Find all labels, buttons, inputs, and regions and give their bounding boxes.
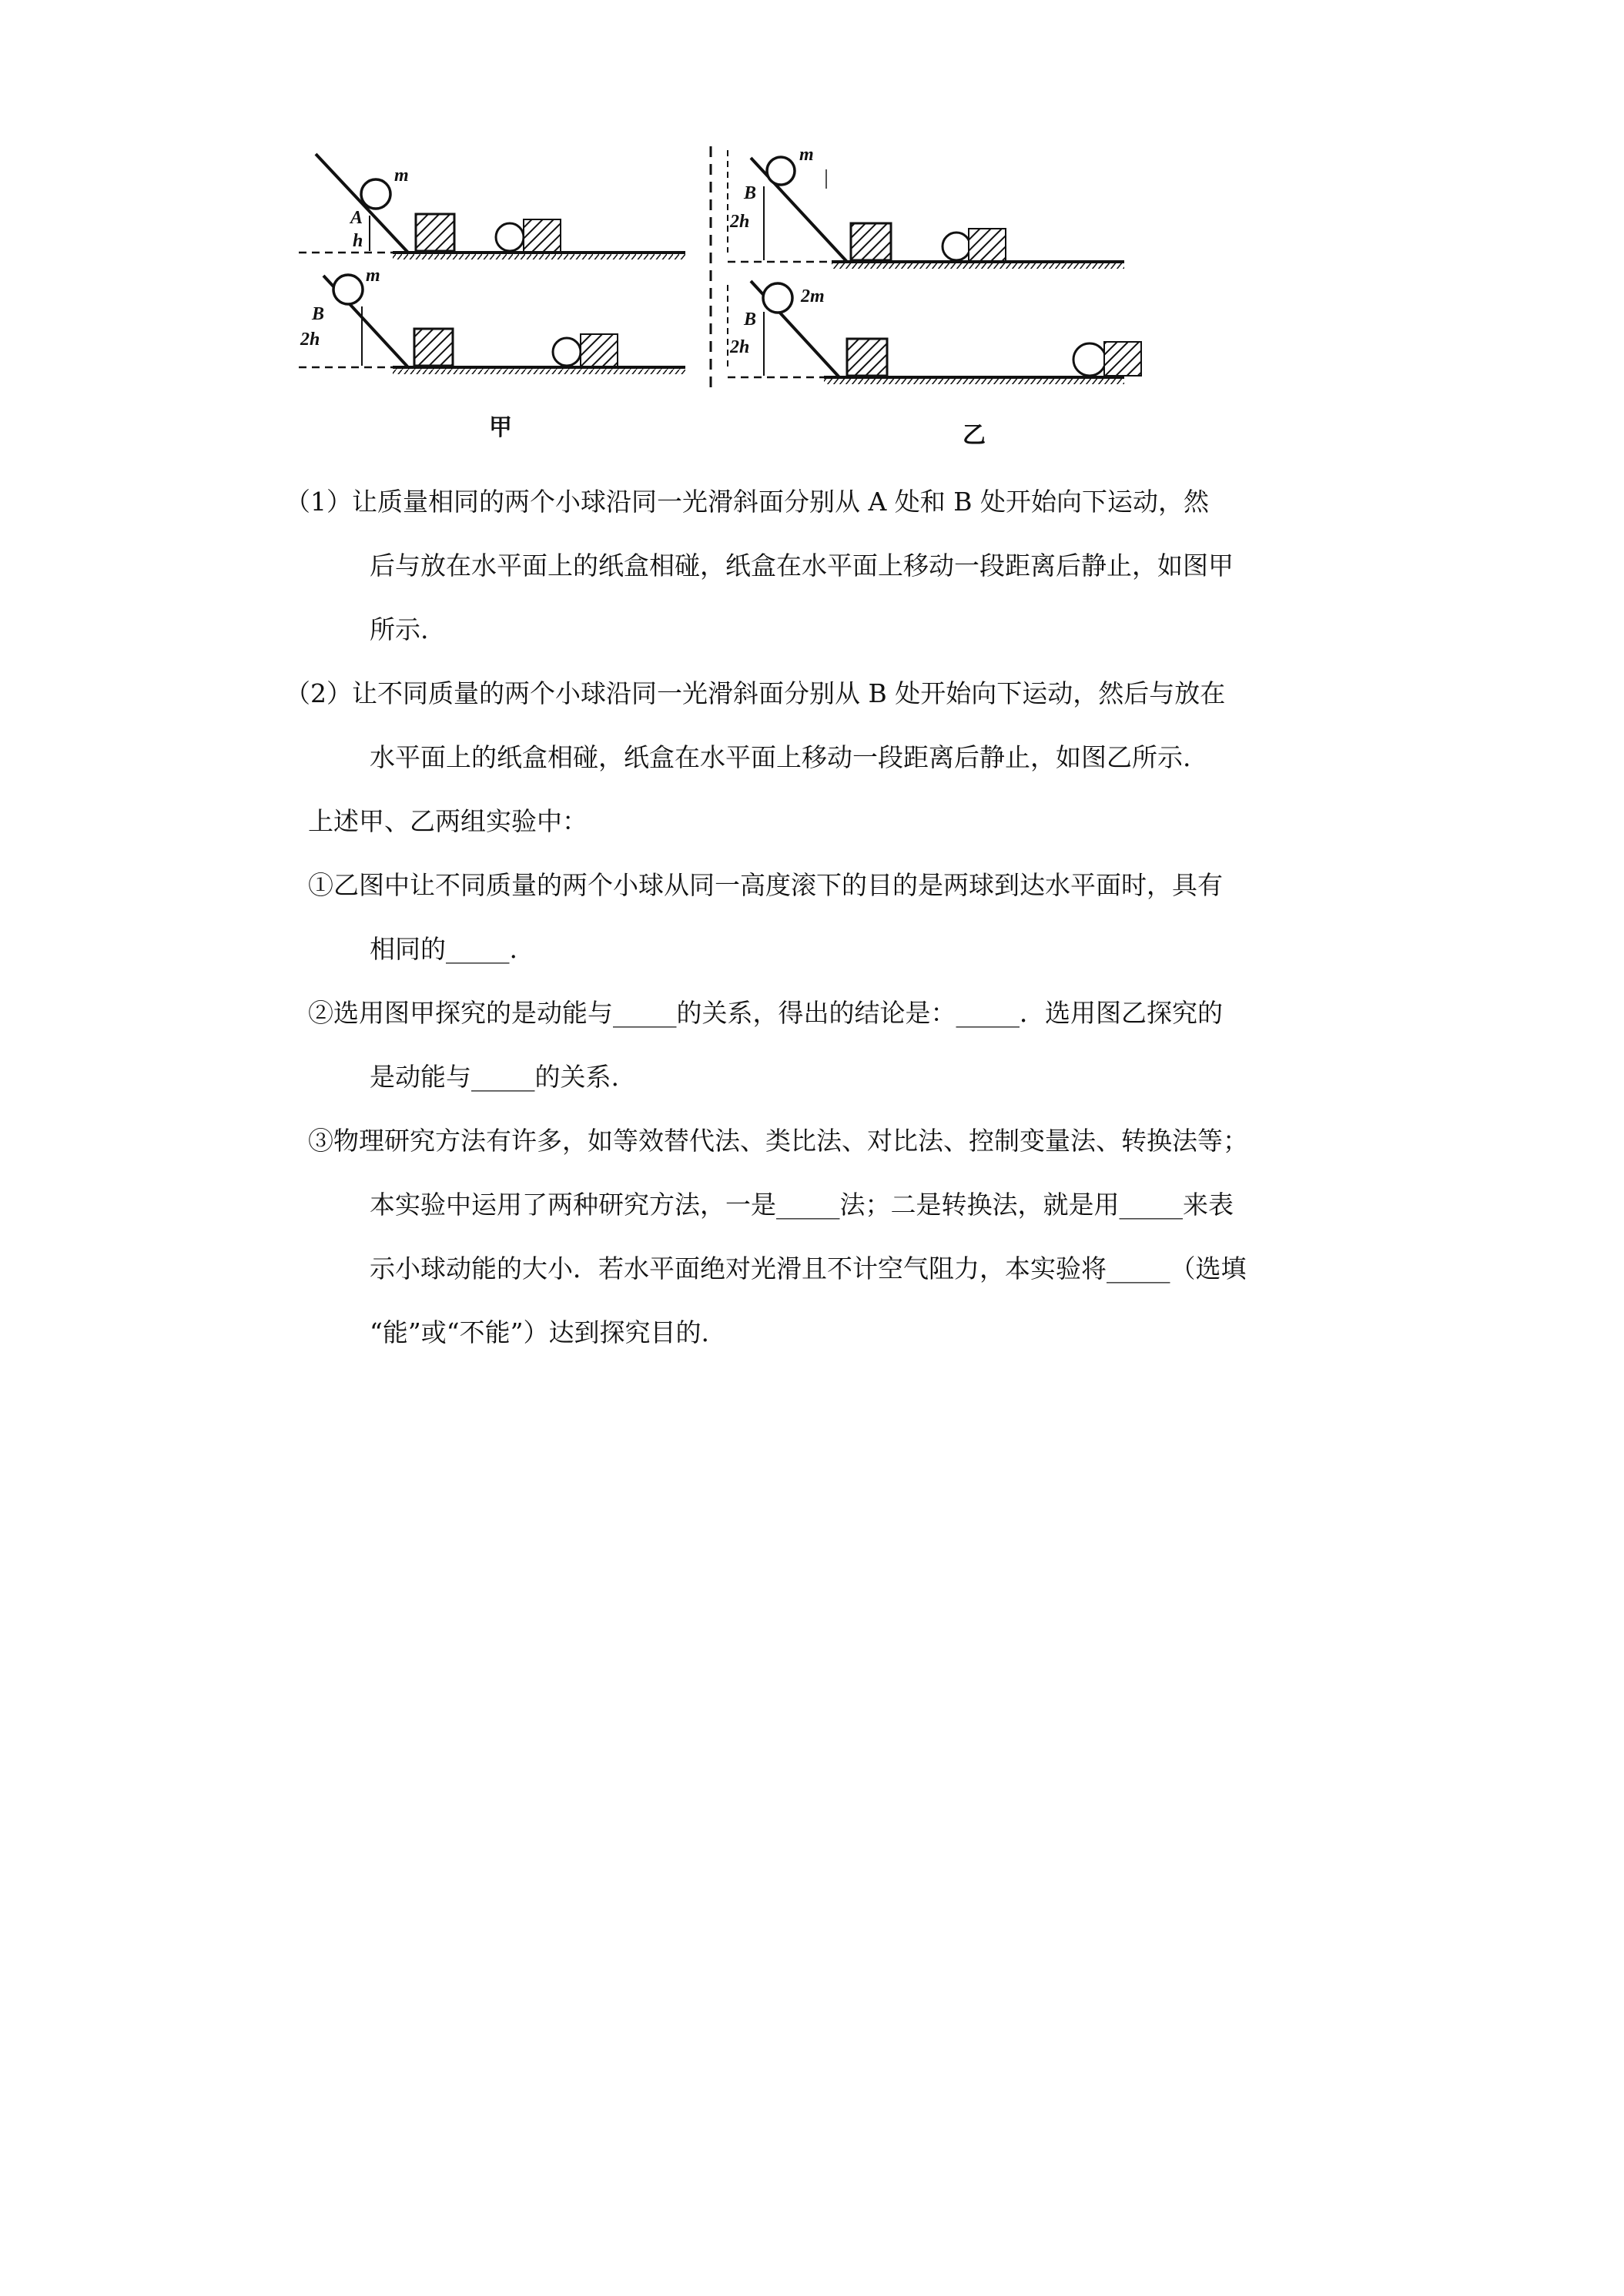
yi-top-box-final bbox=[969, 229, 1006, 261]
yi-top-point-label: B bbox=[744, 183, 757, 203]
jia-bottom-mass-label: m bbox=[366, 266, 380, 286]
jia-bottom-box-final bbox=[581, 334, 618, 366]
jia-top-ball bbox=[361, 179, 390, 209]
yi-caption: 乙 bbox=[963, 422, 986, 449]
yi-bottom-ball bbox=[763, 283, 792, 313]
yi-top-ball bbox=[767, 157, 795, 185]
paragraph-1-line-2: 后与放在水平面上的纸盒相碰，纸盒在水平面上移动一段距离后静止，如图甲 bbox=[370, 551, 1234, 581]
jia-top-height-label: h bbox=[353, 231, 363, 251]
question-3-line-1: ③物理研究方法有许多，如等效替代法、类比法、对比法、控制变量法、转换法等； bbox=[308, 1126, 1248, 1156]
jia-bottom-ball bbox=[333, 275, 363, 304]
question-3-line-2: 本实验中运用了两种研究方法，一是_____法；二是转换法，就是用_____来表 bbox=[370, 1190, 1234, 1220]
yi-top-mass-label: m bbox=[799, 145, 814, 165]
yi-bottom-height-label: 2h bbox=[730, 337, 750, 357]
jia-bottom-point-label: B bbox=[312, 304, 325, 324]
yi-bottom-mass-label: 2m bbox=[801, 286, 825, 306]
yi-top-ball-final bbox=[943, 233, 970, 260]
question-2-line-1: ②选用图甲探究的是动能与_____的关系，得出的结论是：_____．选用图乙探究的 bbox=[308, 998, 1223, 1028]
paragraph-2-line-2: 水平面上的纸盒相碰，纸盒在水平面上移动一段距离后静止，如图乙所示. bbox=[370, 742, 1191, 772]
jia-bottom-ball-final bbox=[553, 338, 581, 366]
experiment-figure bbox=[285, 139, 1194, 462]
question-text bbox=[285, 470, 1371, 1364]
question-3-line-3: 示小球动能的大小．若水平面绝对光滑且不计空气阻力，本实验将_____（选填 bbox=[370, 1253, 1247, 1284]
yi-bottom-point-label: B bbox=[744, 310, 757, 330]
jia-top-ball-final bbox=[496, 223, 524, 251]
yi-bottom-box-initial bbox=[847, 339, 887, 376]
jia-top-box-initial bbox=[416, 214, 454, 251]
jia-bottom-height-label: 2h bbox=[300, 330, 320, 350]
yi-bottom-ball-final bbox=[1073, 343, 1106, 376]
question-1-line-2: 相同的_____. bbox=[370, 934, 517, 964]
yi-top-setup bbox=[728, 145, 1124, 269]
intro-line: 上述甲、乙两组实验中： bbox=[308, 806, 588, 836]
question-1-line-1: ①乙图中让不同质量的两个小球从同一高度滚下的目的是两球到达水平面时，具有 bbox=[308, 870, 1223, 900]
paragraph-1-line-1: （1）让质量相同的两个小球沿同一光滑斜面分别从 A 处和 B 处开始向下运动，然 bbox=[285, 487, 1210, 517]
yi-bottom-box-final bbox=[1104, 342, 1141, 376]
yi-bottom-setup bbox=[728, 281, 1141, 384]
jia-bottom-setup bbox=[299, 266, 685, 374]
question-2-line-2: 是动能与_____的关系. bbox=[370, 1062, 619, 1092]
jia-top-point-label: A bbox=[350, 208, 363, 228]
paragraph-2-line-1: （2）让不同质量的两个小球沿同一光滑斜面分别从 B 处开始向下运动，然后与放在 bbox=[285, 678, 1226, 708]
question-3-line-4: “能”或“不能”）达到探究目的. bbox=[370, 1317, 709, 1347]
yi-top-height-label: 2h bbox=[730, 212, 750, 232]
jia-caption: 甲 bbox=[489, 414, 512, 441]
jia-top-mass-label: m bbox=[394, 166, 409, 186]
yi-top-box-initial bbox=[851, 223, 891, 260]
jia-bottom-box-initial bbox=[414, 329, 453, 366]
jia-top-box-final bbox=[524, 219, 561, 252]
jia-top-setup bbox=[299, 154, 685, 259]
paragraph-1-line-3: 所示. bbox=[370, 614, 429, 644]
yi-top-incline bbox=[751, 158, 847, 262]
